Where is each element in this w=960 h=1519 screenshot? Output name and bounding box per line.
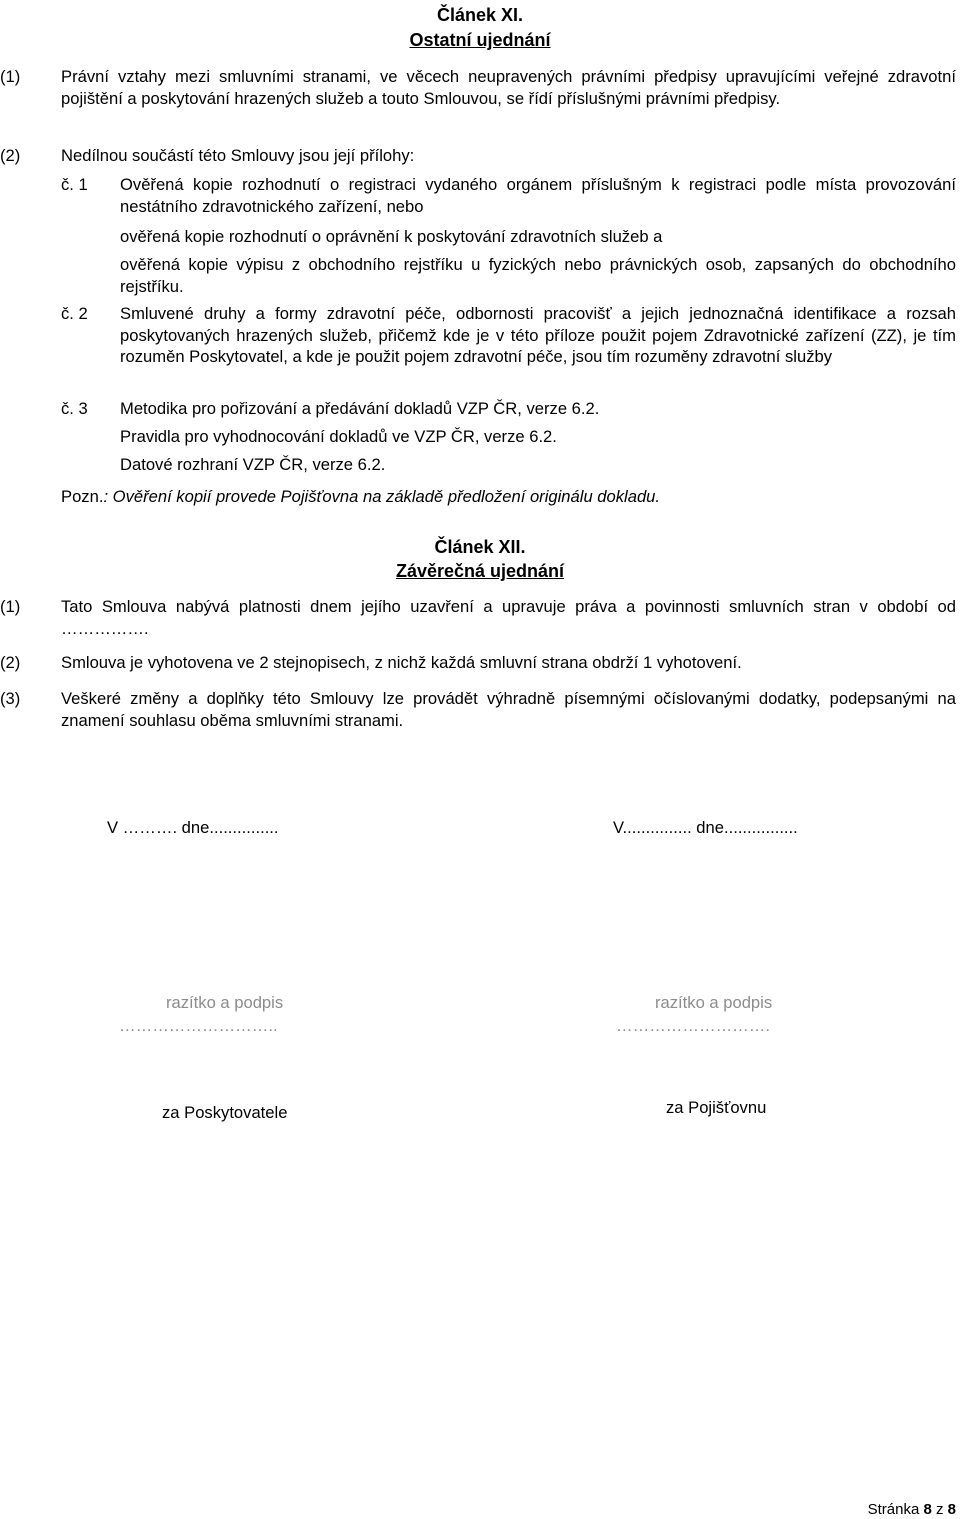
paragraph-text: Tato Smlouva nabývá platnosti dnem jejího uzavření a upravuje práva a povinnosti smluvních stran v období od ……………. — [61, 597, 956, 638]
paragraph-12-3 — [0, 688, 960, 732]
note — [61, 486, 660, 508]
right-party: za Pojišťovnu — [666, 1098, 767, 1117]
article-12-subtitle — [0, 559, 960, 583]
right-signature-line: ………………………. — [616, 1016, 770, 1035]
paragraph-11-1 — [0, 66, 960, 132]
left-signature-line: ……………………….. — [119, 1016, 278, 1035]
paragraph-text: Smlouva je vyhotovena ve 2 stejnopisech, z nichž každá smluvní strana obdrží 1 vyhotovení. — [61, 653, 742, 672]
paragraph-number: (1) — [0, 67, 21, 86]
article-11-subtitle — [0, 28, 960, 52]
right-stamp-label: razítko a podpis — [655, 993, 773, 1012]
footer-total: 8 — [947, 1501, 956, 1518]
article-11-title: Článek XI. — [436, 5, 524, 25]
annex-3-line-1: Metodika pro pořizování a předávání dokladů VZP ČR, verze 6.2. — [120, 399, 600, 418]
paragraph-text: Právní vztahy mezi smluvními stranami, ve věcech neupravených právními předpisy upravujícími veřejné zdravotní pojištění a poskytování hrazených služeb a touto Smlouvou, se řídí příslušnými právními předpisy. — [61, 67, 956, 108]
left-place-date: V ………. dne............... — [107, 818, 279, 837]
page-footer — [868, 1501, 956, 1519]
note-label: Pozn. — [61, 487, 104, 506]
left-party: za Poskytovatele — [162, 1103, 288, 1122]
annex-2-number: č. 2 — [61, 304, 88, 323]
annex-1-line-1: Ověřená kopie rozhodnutí o registraci vydaného orgánem příslušným k registraci podle místa provozování nestátního zdravotnického zařízení, nebo — [120, 175, 956, 216]
annex-3-line-3: Datové rozhraní VZP ČR, verze 6.2. — [120, 455, 386, 474]
paragraph-number: (3) — [0, 689, 21, 708]
article-12-title: Článek XII. — [434, 537, 526, 557]
footer-page: 8 — [923, 1501, 932, 1518]
article-11-subtitle-text: Ostatní ujednání — [409, 30, 551, 50]
footer-label: Stránka — [867, 1501, 920, 1518]
annex-1-line-3: ověřená kopie výpisu z obchodního rejstříku u fyzických nebo právnických osob, zapsaných do obchodního rejstříku. — [120, 255, 956, 296]
paragraph-number: (1) — [0, 597, 21, 616]
paragraph-number: (2) — [0, 146, 21, 165]
article-12-subtitle-text: Závěrečná ujednání — [395, 561, 565, 581]
left-stamp-label: razítko a podpis — [166, 993, 284, 1012]
paragraph-11-2 — [0, 145, 960, 167]
paragraph-number: (2) — [0, 653, 21, 672]
annex-1-line-2: ověřená kopie rozhodnutí o oprávnění k poskytování zdravotních služeb a — [120, 227, 663, 246]
paragraph-12-2 — [0, 652, 960, 674]
right-place-date: V............... dne................ — [613, 818, 798, 837]
note-text: : Ověření kopií provede Pojišťovna na základě předložení originálu dokladu. — [103, 487, 661, 506]
paragraph-text: Veškeré změny a doplňky této Smlouvy lze provádět výhradně písemnými očíslovanými dodatky, podepsanými na znamení souhlasu oběma smluvními stranami. — [61, 689, 956, 730]
annex-1-number: č. 1 — [61, 175, 88, 194]
paragraph-text: Nedílnou součástí této Smlouvy jsou její přílohy: — [61, 146, 415, 165]
footer-of: z — [935, 1501, 944, 1518]
paragraph-12-1 — [0, 596, 960, 640]
annex-2-line-1: Smluvené druhy a formy zdravotní péče, odbornosti pracovišť a jejich jednoznačná identifikace a rozsah poskytovaných hrazených služeb, přičemž kde je v této příloze použit pojem Zdravotnické zařízení (ZZ), je tím rozuměn Poskytovatel, a kde je použit pojem zdravotní péče, jsou tím rozuměny zdravotní služby — [120, 304, 956, 366]
annex-3-line-2: Pravidla pro vyhodnocování dokladů ve VZP ČR, verze 6.2. — [120, 427, 557, 446]
annex-3-number: č. 3 — [61, 399, 88, 418]
